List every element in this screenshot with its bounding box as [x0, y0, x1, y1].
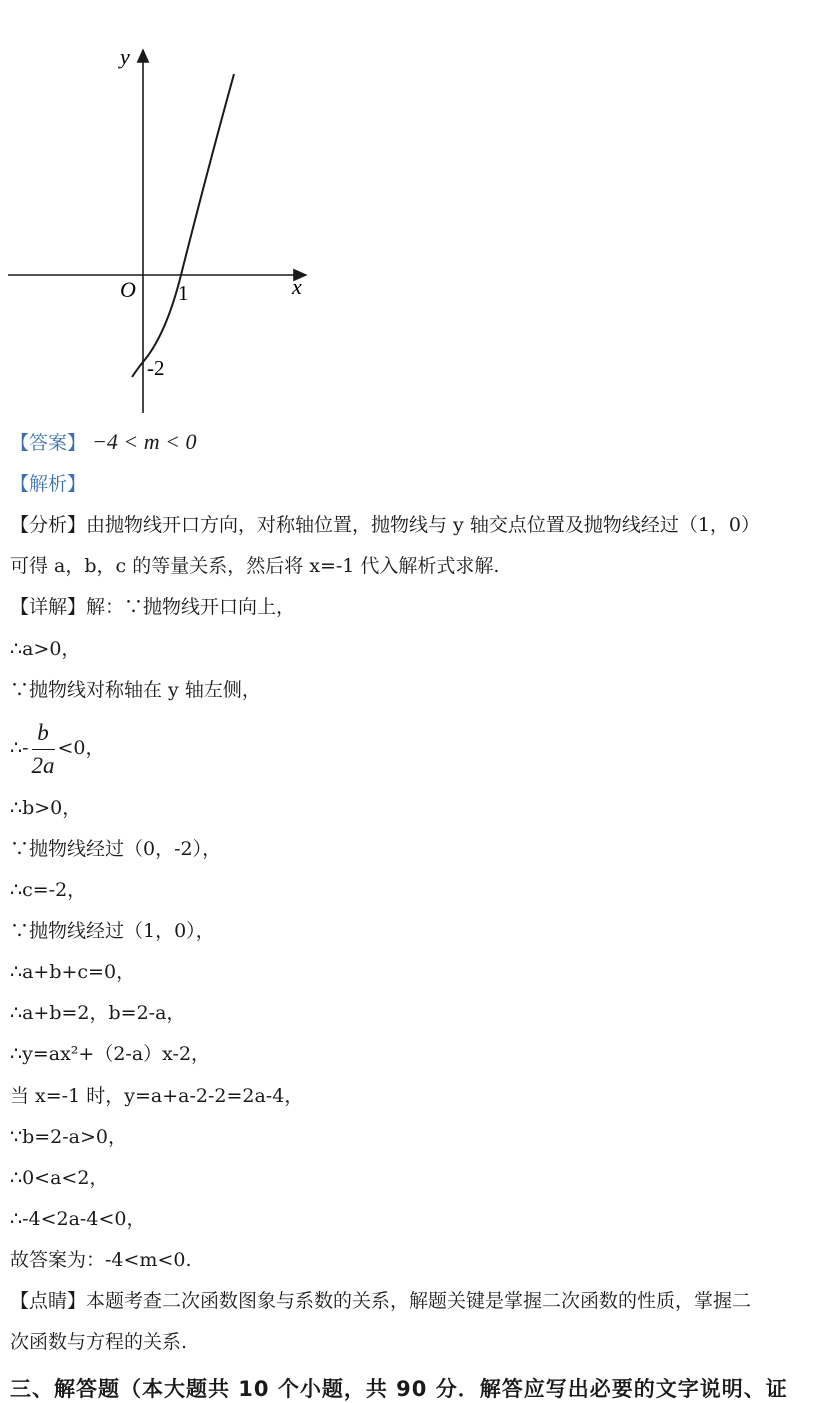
step-line: ∵抛物线经过（0，-2）， — [10, 838, 222, 860]
fraction-numerator: b — [32, 719, 55, 750]
answer-tag: 【答案】 — [10, 432, 87, 454]
fraction — [32, 719, 55, 780]
x-axis-label: x — [292, 274, 302, 299]
step-line: ∵抛物线经过（1，0）， — [10, 920, 215, 942]
y-tick-label: -2 — [147, 356, 165, 380]
x-tick-label: 1 — [178, 281, 189, 305]
parabola-graph — [0, 40, 330, 420]
step-line: ∴c=-2， — [10, 879, 87, 901]
step-line: ∵抛物线对称轴在 y 轴左侧， — [10, 679, 261, 701]
origin-label: O — [120, 277, 136, 302]
step-line: ∴0<a<2， — [10, 1167, 109, 1189]
step-line: ∴a+b+c=0， — [10, 961, 136, 983]
fraction-step-line — [10, 718, 105, 780]
fenxi-line-1: 【分析】由抛物线开口方向，对称轴位置，抛物线与 y 轴交点位置及抛物线经过（1，0） — [10, 514, 760, 536]
fenxi-line-2: 可得 a，b，c 的等量关系，然后将 x=-1 代入解析式求解. — [10, 555, 500, 577]
step-line: ∴y=ax²+（2-a）x-2， — [10, 1043, 211, 1065]
fraction-denominator: 2a — [31, 752, 55, 778]
step-line: ∴a+b=2，b=2-a， — [10, 1002, 186, 1024]
step-line: ∴b>0， — [10, 797, 82, 819]
dianjing-line-2: 次函数与方程的关系. — [10, 1331, 188, 1353]
dianjing-line-1: 【点睛】本题考查二次函数图象与系数的关系，解题关键是掌握二次函数的性质，掌握二 — [10, 1290, 752, 1312]
step-line: ∴a>0， — [10, 638, 81, 660]
parabola-curve — [132, 74, 234, 377]
step-line: 当 x=-1 时，y=a+a-2-2=2a-4， — [10, 1085, 304, 1107]
analysis-tag: 【解析】 — [10, 473, 87, 495]
step-line: ∵b=2-a>0， — [10, 1126, 128, 1148]
fraction-prefix: ∴- — [10, 737, 29, 759]
y-axis-label: y — [120, 44, 130, 69]
section-heading: 三、解答题（本大题共 10 个小题，共 90 分．解答应写出必要的文字说明、证 — [10, 1377, 788, 1401]
answer-line — [10, 429, 197, 456]
xiangjie-line: 【详解】解：∵抛物线开口向上， — [10, 596, 296, 618]
conclusion-line: 故答案为：-4<m<0. — [10, 1249, 192, 1271]
answer-math: −4 < m < 0 — [92, 429, 197, 454]
step-line: ∴-4<2a-4<0， — [10, 1208, 146, 1230]
fraction-suffix: <0， — [57, 737, 105, 759]
